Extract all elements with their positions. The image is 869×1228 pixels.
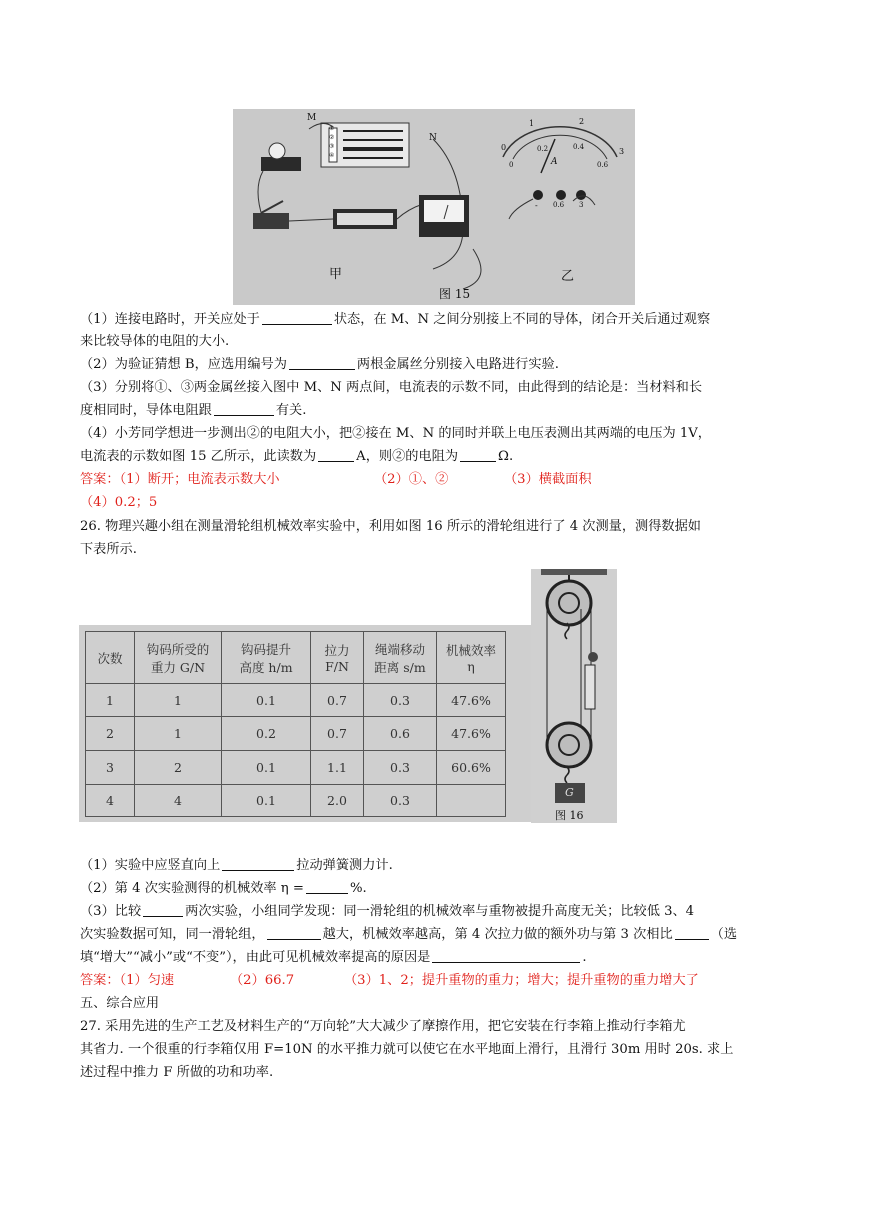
meter-bot-1: 0.2: [537, 145, 549, 153]
table-header-cell: 机械效率 η: [437, 632, 506, 684]
data-table-image: [79, 625, 531, 822]
table-header-cell: 钩码提升 高度 h/m: [222, 632, 311, 684]
q26-sub1: （1）实验中应竖直向上 拉动弹簧测力计.: [80, 858, 393, 873]
meter-unit: A: [551, 157, 558, 167]
figure-16-caption: 图 16: [555, 809, 584, 822]
figure-16: [531, 569, 617, 823]
meter-bot-3: 0.6: [597, 161, 609, 169]
label-jia: 甲: [329, 267, 343, 282]
table-header-cell: 次数: [86, 632, 135, 684]
blank-compare-trials[interactable]: [143, 902, 183, 917]
blank-pull-manner[interactable]: [222, 856, 294, 871]
terminal-neg: -: [535, 201, 538, 210]
blank-factor[interactable]: [267, 925, 321, 940]
wire-num-4: ④: [329, 152, 335, 159]
label-yi: 乙: [561, 269, 575, 284]
q26-answer: 答案：（1）匀速 （2）66.7 （3）1、2；提升重物的重力；增大；提升重物的重力增大了: [80, 973, 699, 988]
pulley-diagram: [531, 569, 617, 823]
q25-line3: （2）为验证猜想 B，应选用编号为 两根金属丝分别接入电路进行实验.: [80, 357, 559, 372]
wire-num-3: ③: [329, 143, 335, 150]
blank-wire-numbers[interactable]: [289, 355, 355, 370]
q26-intro-line2: 下表所示.: [80, 542, 137, 557]
q25-line7: 电流表的示数如图 15 乙所示，此读数为 A，则②的电阻为 Ω.: [80, 449, 514, 464]
q25-answer-line2: （4）0.2；5: [80, 495, 158, 510]
q25-line4: （3）分别将①、③两金属丝接入图中 M、N 两点间，电流表的示数不同，由此得到的结论是：当材料和长: [80, 380, 703, 395]
q26-sub3-line2: 次实验数据可知，同一滑轮组， 越大，机械效率越高，第 4 次拉力做的额外功与第 3 次相比 （选: [80, 927, 738, 942]
q25-line2: 来比较导体的电阻的大小.: [80, 334, 230, 349]
figure-15-caption: 图 15: [439, 287, 471, 301]
table-row: 1 1 0.1 0.7 0.3 47.6%: [86, 684, 506, 717]
weight-label: G: [565, 786, 574, 799]
blank-efficiency[interactable]: [306, 879, 348, 894]
blank-resistance-factor[interactable]: [214, 401, 274, 416]
blank-switch-state[interactable]: [262, 310, 332, 325]
meter-bot-0: 0: [509, 161, 514, 169]
q25-answer-line1: 答案：（1）断开；电流表示数大小 （2）①、② （3）横截面积: [80, 472, 592, 487]
blank-reason[interactable]: [432, 948, 580, 963]
q25-line1: （1）连接电路时，开关应处于 状态，在 M、N 之间分别接上不同的导体，闭合开关后通过观察: [80, 312, 711, 327]
q27-line3: 述过程中推力 F 所做的功和功率.: [80, 1065, 274, 1080]
q26-sub3-line3: 填“增大”“减小”或“不变”），由此可见机械效率提高的原因是 .: [80, 950, 587, 965]
table-header-cell: 钩码所受的 重力 G/N: [135, 632, 222, 684]
blank-extra-work[interactable]: [675, 925, 709, 940]
section-5-title: 五、综合应用: [80, 996, 160, 1011]
q26-sub3-line1: （3）比较 两次实验，小组同学发现：同一滑轮组的机械效率与重物被提升高度无关；比较低 3、4: [80, 904, 695, 919]
label-M: M: [307, 113, 317, 123]
table-row: 4 4 0.1 2.0 0.3: [86, 785, 506, 817]
wire-num-2: ②: [329, 134, 335, 141]
meter-bot-2: 0.4: [573, 143, 585, 151]
table-header-row: [86, 632, 506, 684]
q27-line2: 其省力. 一个很重的行李箱仅用 F=10N 的水平推力就可以使它在水平地面上滑行，且滑行 30m 用时 20s. 求上: [80, 1042, 734, 1057]
blank-current[interactable]: [318, 447, 354, 462]
meter-top-2: 2: [579, 117, 585, 126]
figure-15: [233, 109, 635, 305]
meter-top-0: 0: [501, 143, 507, 152]
terminal-3: 3: [579, 201, 584, 209]
q25-line6: （4）小芳同学想进一步测出②的电阻大小，把②接在 M、N 的同时并联上电压表测出其两端的电压为 1V，: [80, 426, 711, 441]
label-N: N: [429, 133, 437, 143]
blank-resistance[interactable]: [460, 447, 496, 462]
table-row: 3 2 0.1 1.1 0.3 60.6%: [86, 751, 506, 785]
q27-line1: 27. 采用先进的生产工艺及材料生产的“万向轮”大大减少了摩擦作用，把它安装在行李箱上推动行李箱尤: [80, 1019, 686, 1034]
table-row: 2 1 0.2 0.7 0.6 47.6%: [86, 717, 506, 751]
meter-top-1: 1: [529, 119, 535, 128]
data-table: [85, 631, 506, 817]
q26-sub2: （2）第 4 次实验测得的机械效率 η = %.: [80, 881, 367, 896]
q25-line5: 度相同时，导体电阻跟 有关.: [80, 403, 307, 418]
table-header-cell: 拉力 F/N: [311, 632, 364, 684]
q26-intro-line1: 26. 物理兴趣小组在测量滑轮组机械效率实验中，利用如图 16 所示的滑轮组进行了 4 次测量，测得数据如: [80, 519, 701, 534]
wire-num-1: ①: [329, 125, 335, 132]
table-header-cell: 绳端移动 距离 s/m: [364, 632, 437, 684]
terminal-06: 0.6: [553, 201, 565, 209]
meter-top-3: 3: [619, 147, 625, 156]
